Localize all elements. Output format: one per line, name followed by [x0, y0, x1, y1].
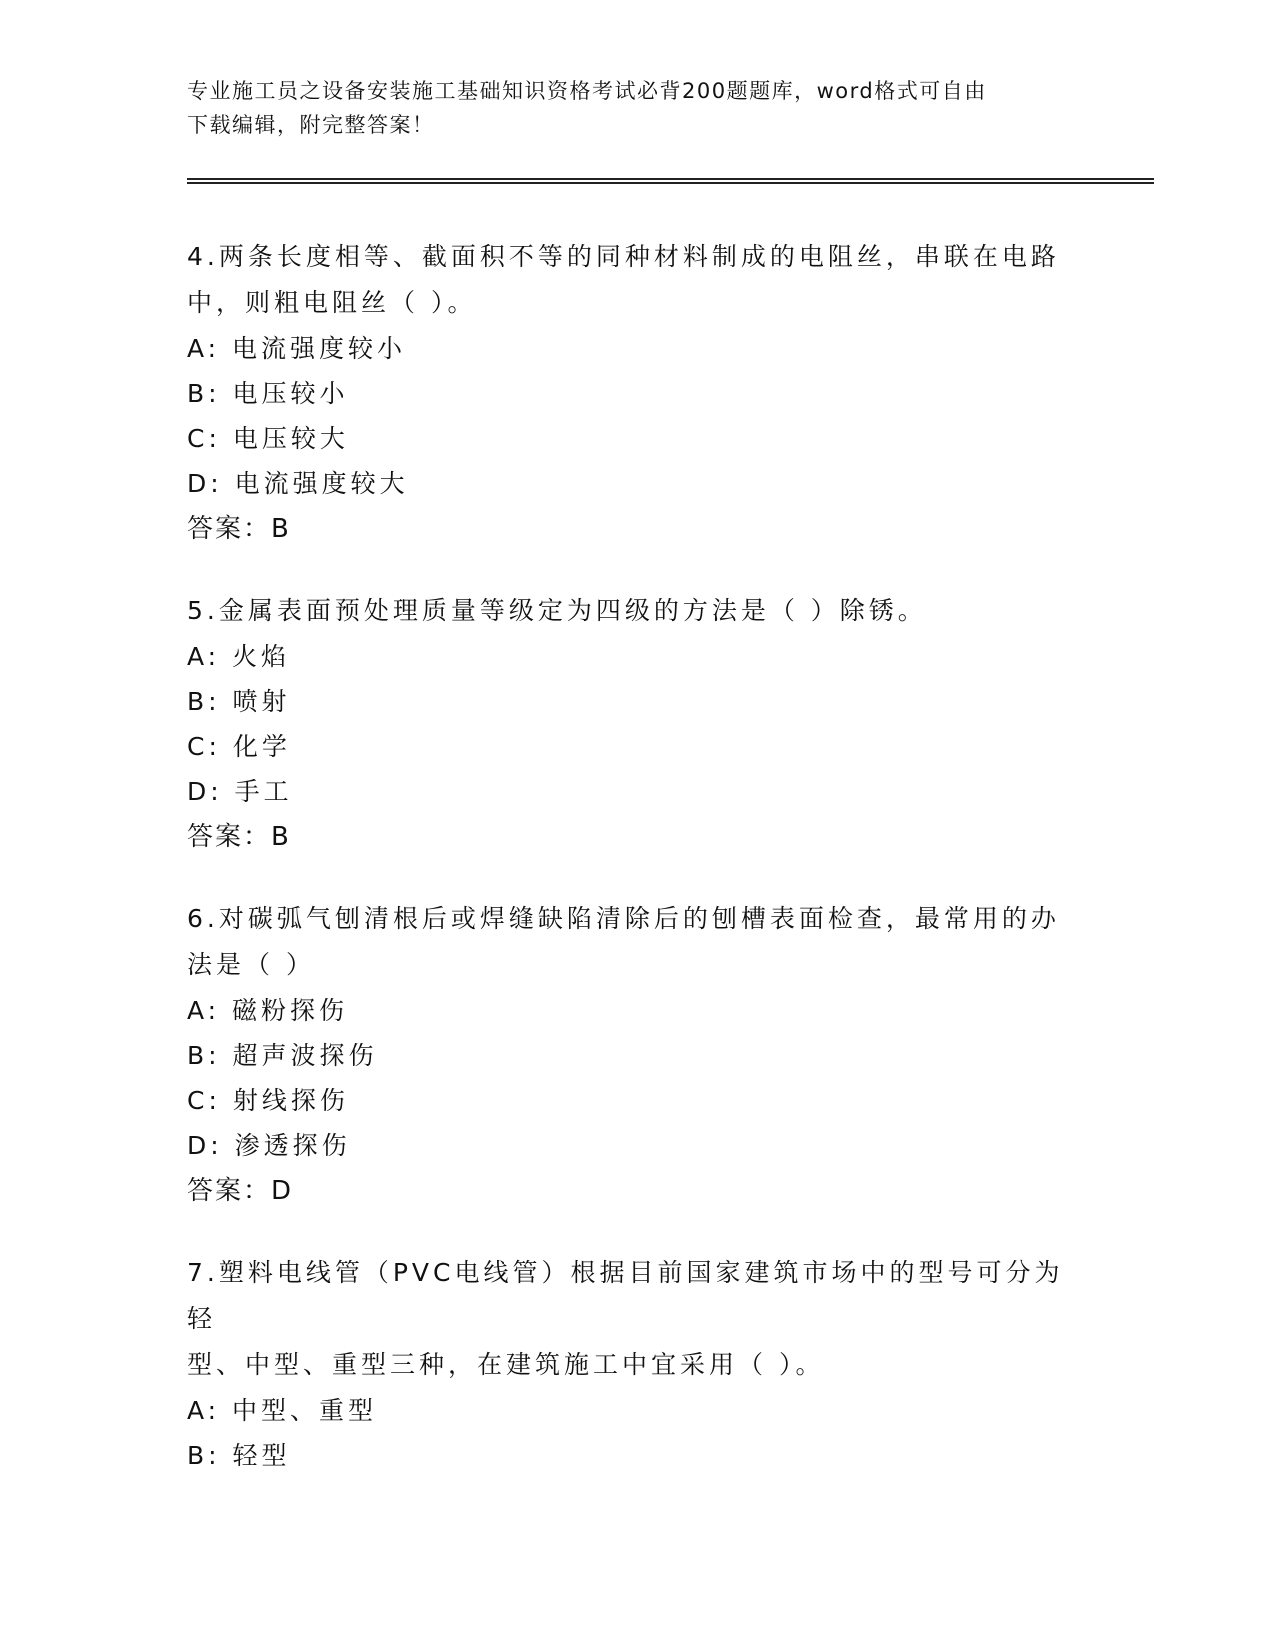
question-text-line-2: 型、中型、重型三种，在建筑施工中宜采用（ ）。: [187, 1350, 825, 1379]
answer: 答案：B: [187, 822, 291, 852]
question-text: [187, 588, 1087, 634]
option-b: B: 电压较小: [187, 379, 349, 408]
question-6: [187, 896, 1087, 1214]
question-7: [187, 1250, 1087, 1478]
option-a: A: 磁粉探伤: [187, 996, 349, 1025]
question-text-line-2: 中，则粗电阻丝（ ）。: [187, 288, 477, 317]
option-b: B: 超声波探伤: [187, 1041, 378, 1070]
document-header: [187, 74, 1067, 142]
header-divider-bottom: [187, 182, 1154, 184]
option-a: A: 中型、重型: [187, 1396, 378, 1425]
header-line-2: 下载编辑，附完整答案！: [187, 113, 435, 137]
question-text: [187, 1250, 1087, 1388]
option-b: B: 喷射: [187, 687, 291, 716]
option-d: D: 手工: [187, 777, 293, 806]
option-c: C: 射线探伤: [187, 1086, 349, 1115]
question-list: [187, 234, 1087, 1514]
header-line-1: 专业施工员之设备安装施工基础知识资格考试必背200题题库，word格式可自由: [187, 79, 987, 103]
question-text: [187, 896, 1087, 988]
answer: 答案：D: [187, 1176, 294, 1206]
question-text-line-1: 5.金属表面预处理质量等级定为四级的方法是（ ）除锈。: [187, 596, 927, 625]
option-c: C: 电压较大: [187, 424, 349, 453]
question-text-line-2: 法是（ ）: [187, 950, 315, 979]
question-5: [187, 588, 1087, 860]
option-b: B: 轻型: [187, 1441, 291, 1470]
question-4: [187, 234, 1087, 552]
option-d: D: 渗透探伤: [187, 1131, 351, 1160]
question-text-line-1: 6.对碳弧气刨清根后或焊缝缺陷清除后的刨槽表面检查，最常用的办: [187, 904, 1060, 933]
question-text-line-1: 7.塑料电线管（PVC电线管）根据目前国家建筑市场中的型号可分为轻: [187, 1258, 1064, 1333]
header-divider-top: [187, 178, 1154, 180]
option-c: C: 化学: [187, 732, 291, 761]
question-text-line-1: 4.两条长度相等、截面积不等的同种材料制成的电阻丝，串联在电路: [187, 242, 1060, 271]
answer: 答案：B: [187, 514, 291, 544]
option-d: D: 电流强度较大: [187, 469, 409, 498]
question-text: [187, 234, 1087, 326]
option-a: A: 火焰: [187, 642, 291, 671]
option-a: A: 电流强度较小: [187, 334, 407, 363]
